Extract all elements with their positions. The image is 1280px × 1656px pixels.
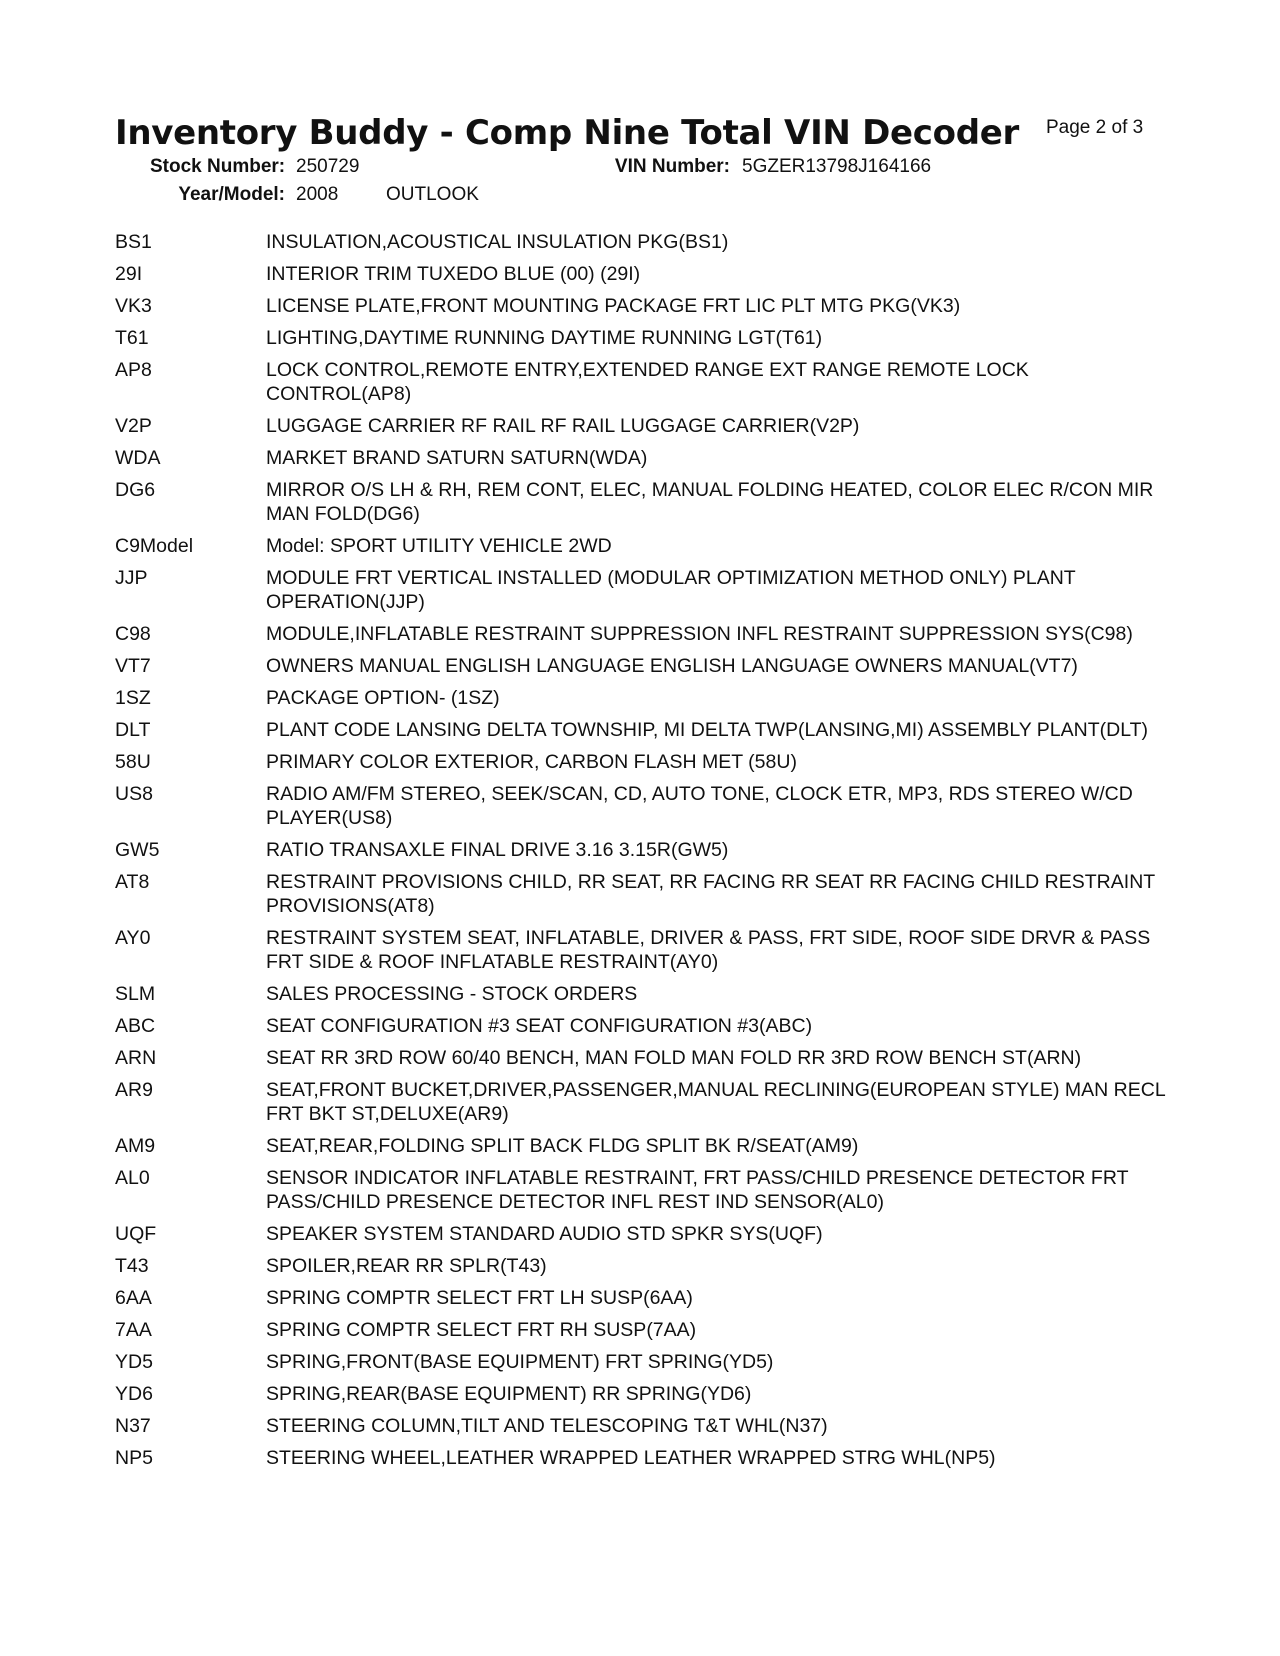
option-code: AR9 bbox=[115, 1079, 153, 1101]
option-description: SPEAKER SYSTEM STANDARD AUDIO STD SPKR SYS(UQF) bbox=[266, 1223, 823, 1245]
option-code: T43 bbox=[115, 1255, 149, 1277]
option-description: PRIMARY COLOR EXTERIOR, CARBON FLASH MET (58U) bbox=[266, 751, 797, 773]
option-code: YD6 bbox=[115, 1383, 153, 1405]
option-code: YD5 bbox=[115, 1351, 153, 1373]
option-code: 1SZ bbox=[115, 687, 151, 709]
option-code: WDA bbox=[115, 447, 161, 469]
list-item bbox=[115, 1382, 1165, 1406]
option-description: SEAT RR 3RD ROW 60/40 BENCH, MAN FOLD MAN FOLD RR 3RD ROW BENCH ST(ARN) bbox=[266, 1047, 1082, 1069]
vin-number-value: 5GZER13798J164166 bbox=[742, 156, 932, 177]
list-item bbox=[115, 718, 1165, 742]
list-item bbox=[115, 1350, 1165, 1374]
option-code: V2P bbox=[115, 415, 152, 437]
option-code: AM9 bbox=[115, 1135, 156, 1157]
option-code: T61 bbox=[115, 327, 149, 349]
option-description: SPRING COMPTR SELECT FRT LH SUSP(6AA) bbox=[266, 1287, 693, 1309]
option-description: STEERING WHEEL,LEATHER WRAPPED LEATHER WRAPPED STRG WHL(NP5) bbox=[266, 1447, 996, 1469]
list-item bbox=[115, 1046, 1165, 1070]
list-item bbox=[115, 478, 1165, 526]
option-description: PLANT CODE LANSING DELTA TOWNSHIP, MI DELTA TWP(LANSING,MI) ASSEMBLY PLANT(DLT) bbox=[266, 719, 1149, 741]
option-description: LOCK CONTROL,REMOTE ENTRY,EXTENDED RANGE EXT RANGE REMOTE LOCK CONTROL(AP8) bbox=[266, 359, 1029, 405]
option-description: SALES PROCESSING - STOCK ORDERS bbox=[266, 983, 638, 1005]
list-item bbox=[115, 1446, 1165, 1470]
option-description: SEAT,FRONT BUCKET,DRIVER,PASSENGER,MANUAL RECLINING(EUROPEAN STYLE) MAN RECL FRT BKT ST,DELUXE(AR9) bbox=[266, 1079, 1165, 1125]
option-code: UQF bbox=[115, 1223, 157, 1245]
option-code: DLT bbox=[115, 719, 151, 741]
list-item bbox=[115, 654, 1165, 678]
option-code: N37 bbox=[115, 1415, 151, 1437]
list-item bbox=[115, 1078, 1165, 1126]
option-description: SPRING COMPTR SELECT FRT RH SUSP(7AA) bbox=[266, 1319, 697, 1341]
option-code: ABC bbox=[115, 1015, 156, 1037]
option-description: MARKET BRAND SATURN SATURN(WDA) bbox=[266, 447, 648, 469]
option-code: AL0 bbox=[115, 1167, 150, 1189]
list-item bbox=[115, 750, 1165, 774]
option-code: C98 bbox=[115, 623, 151, 645]
option-description: OWNERS MANUAL ENGLISH LANGUAGE ENGLISH LANGUAGE OWNERS MANUAL(VT7) bbox=[266, 655, 1078, 677]
list-item bbox=[115, 414, 1165, 438]
stock-number-label: Stock Number: bbox=[150, 156, 286, 177]
option-description: Model: SPORT UTILITY VEHICLE 2WD bbox=[266, 535, 612, 557]
list-item bbox=[115, 1014, 1165, 1038]
option-code: 29I bbox=[115, 263, 143, 285]
option-code: AT8 bbox=[115, 871, 150, 893]
option-description: LICENSE PLATE,FRONT MOUNTING PACKAGE FRT LIC PLT MTG PKG(VK3) bbox=[266, 295, 961, 317]
option-code: SLM bbox=[115, 983, 156, 1005]
model-value: OUTLOOK bbox=[386, 184, 479, 205]
list-item bbox=[115, 1254, 1165, 1278]
vin-number-label: VIN Number: bbox=[614, 156, 730, 177]
document-title: Inventory Buddy - Comp Nine Total VIN Decoder bbox=[115, 113, 1019, 153]
list-item bbox=[115, 686, 1165, 710]
option-code: VK3 bbox=[115, 295, 152, 317]
list-item bbox=[115, 262, 1165, 286]
option-description: MIRROR O/S LH & RH, REM CONT, ELEC, MANUAL FOLDING HEATED, COLOR ELEC R/CON MIR MAN FOLD(DG6) bbox=[266, 479, 1154, 525]
option-description: SPOILER,REAR RR SPLR(T43) bbox=[266, 1255, 547, 1277]
list-item bbox=[115, 982, 1165, 1006]
list-item bbox=[115, 446, 1165, 470]
list-item bbox=[115, 1166, 1165, 1214]
option-code: DG6 bbox=[115, 479, 156, 501]
list-item bbox=[115, 358, 1165, 406]
option-code-list bbox=[115, 230, 1165, 1478]
list-item bbox=[115, 230, 1165, 254]
list-item bbox=[115, 622, 1165, 646]
option-description: SEAT CONFIGURATION #3 SEAT CONFIGURATION #3(ABC) bbox=[266, 1015, 813, 1037]
option-description: MODULE,INFLATABLE RESTRAINT SUPPRESSION INFL RESTRAINT SUPPRESSION SYS(C98) bbox=[266, 623, 1133, 645]
option-description: LUGGAGE CARRIER RF RAIL RF RAIL LUGGAGE CARRIER(V2P) bbox=[266, 415, 860, 437]
year-model-label: Year/Model: bbox=[178, 184, 285, 205]
option-code: JJP bbox=[115, 567, 148, 589]
list-item bbox=[115, 326, 1165, 350]
option-code: NP5 bbox=[115, 1447, 153, 1469]
option-code: 6AA bbox=[115, 1287, 152, 1309]
list-item bbox=[115, 1286, 1165, 1310]
option-code: GW5 bbox=[115, 839, 160, 861]
option-description: STEERING COLUMN,TILT AND TELESCOPING T&T WHL(N37) bbox=[266, 1415, 828, 1437]
option-code: C9Model bbox=[115, 535, 194, 557]
option-description: SENSOR INDICATOR INFLATABLE RESTRAINT, FRT PASS/CHILD PRESENCE DETECTOR FRT PASS/CHILD PRESENCE DETECTOR INFL REST IND SENSOR(AL0) bbox=[266, 1167, 1129, 1213]
option-code: ARN bbox=[115, 1047, 157, 1069]
option-description: RESTRAINT SYSTEM SEAT, INFLATABLE, DRIVER & PASS, FRT SIDE, ROOF SIDE DRVR & PASS FRT SIDE & ROOF INFLATABLE RESTRAINT(AY0) bbox=[266, 927, 1151, 973]
list-item bbox=[115, 566, 1165, 614]
list-item bbox=[115, 838, 1165, 862]
list-item bbox=[115, 1318, 1165, 1342]
option-code: BS1 bbox=[115, 231, 152, 253]
option-description: RADIO AM/FM STEREO, SEEK/SCAN, CD, AUTO TONE, CLOCK ETR, MP3, RDS STEREO W/CD PLAYER(US8) bbox=[266, 783, 1133, 829]
option-code: VT7 bbox=[115, 655, 151, 677]
option-description: SEAT,REAR,FOLDING SPLIT BACK FLDG SPLIT BK R/SEAT(AM9) bbox=[266, 1135, 859, 1157]
year-value: 2008 bbox=[296, 184, 339, 205]
list-item bbox=[115, 1222, 1165, 1246]
option-description: MODULE FRT VERTICAL INSTALLED (MODULAR OPTIMIZATION METHOD ONLY) PLANT OPERATION(JJP) bbox=[266, 567, 1076, 613]
list-item bbox=[115, 870, 1165, 918]
list-item bbox=[115, 294, 1165, 318]
option-code: 58U bbox=[115, 751, 151, 773]
option-description: LIGHTING,DAYTIME RUNNING DAYTIME RUNNING LGT(T61) bbox=[266, 327, 823, 349]
list-item bbox=[115, 926, 1165, 974]
option-code: US8 bbox=[115, 783, 153, 805]
option-description: RESTRAINT PROVISIONS CHILD, RR SEAT, RR FACING RR SEAT RR FACING CHILD RESTRAINT PROVISIONS(AT8) bbox=[266, 871, 1155, 917]
option-description: INTERIOR TRIM TUXEDO BLUE (00) (29I) bbox=[266, 263, 641, 285]
page-number: Page 2 of 3 bbox=[1046, 117, 1144, 138]
list-item bbox=[115, 534, 1165, 558]
stock-number-value: 250729 bbox=[296, 156, 360, 177]
list-item bbox=[115, 1134, 1165, 1158]
option-description: SPRING,FRONT(BASE EQUIPMENT) FRT SPRING(YD5) bbox=[266, 1351, 774, 1373]
option-code: 7AA bbox=[115, 1319, 152, 1341]
option-description: RATIO TRANSAXLE FINAL DRIVE 3.16 3.15R(GW5) bbox=[266, 839, 729, 861]
option-code: AY0 bbox=[115, 927, 151, 949]
option-description: PACKAGE OPTION- (1SZ) bbox=[266, 687, 500, 709]
list-item bbox=[115, 1414, 1165, 1438]
option-description: SPRING,REAR(BASE EQUIPMENT) RR SPRING(YD6) bbox=[266, 1383, 752, 1405]
option-description: INSULATION,ACOUSTICAL INSULATION PKG(BS1) bbox=[266, 231, 729, 253]
option-code: AP8 bbox=[115, 359, 152, 381]
list-item bbox=[115, 782, 1165, 830]
